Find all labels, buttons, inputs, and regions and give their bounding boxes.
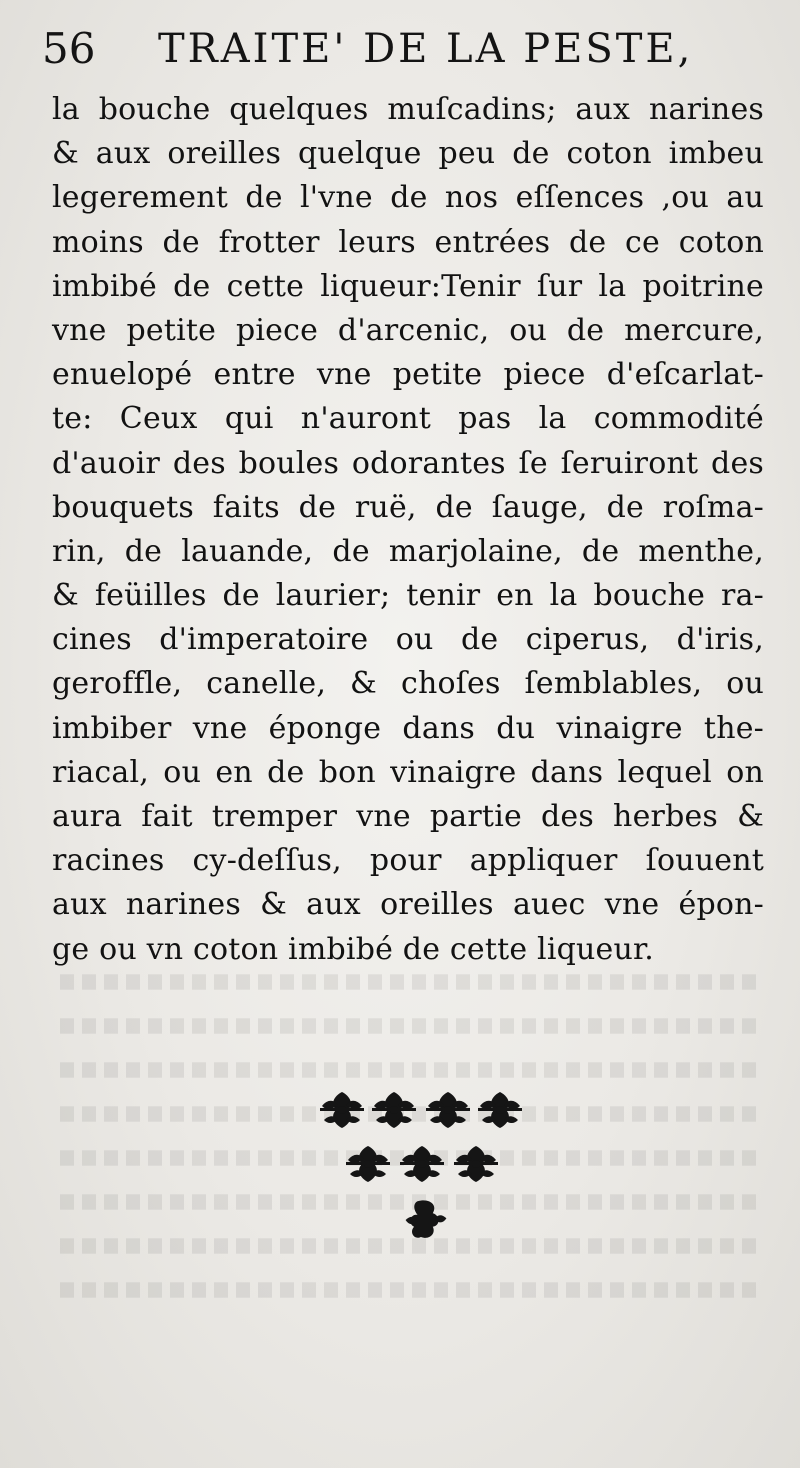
page-number: 56	[42, 24, 96, 73]
text-line: riacal, ou en de bon vinaigre dans lequel on	[52, 754, 764, 790]
text-line: geroffle, canelle, & choſes ſemblables, ou	[52, 666, 764, 702]
text-line: moins de frotter leurs entrées de ce coton	[52, 224, 764, 260]
text-line: imbiber vne éponge dans du vinaigre the-	[52, 710, 764, 746]
fleuron-ornament-icon	[316, 1080, 528, 1250]
text-line: & feüilles de laurier; tenir en la bouche ra-	[52, 578, 764, 614]
text-line: cines d'imperatoire ou de ciperus, d'iris,	[52, 622, 764, 658]
text-line: aux narines & aux oreilles auec vne épon-	[52, 887, 764, 923]
text-line: bouquets faits de ruë, de ſauge, de roſma-	[52, 489, 764, 525]
text-line: legerement de l'vne de nos eſſences ,ou au	[52, 180, 764, 216]
text-line: & aux oreilles quelque peu de coton imbeu	[52, 136, 764, 172]
text-line: d'auoir des boules odorantes ſe ſeruiront des	[52, 445, 764, 481]
text-line: vne petite piece d'arcenic, ou de mercure,	[52, 312, 764, 348]
running-title: TRAITE' DE LA PESTE,	[158, 26, 694, 72]
text-line: enuelopé entre vne petite piece d'eſcarlat-	[52, 357, 764, 393]
text-line: te: Ceux qui n'auront pas la commodité	[52, 401, 764, 437]
text-line: rin, de lauande, de marjolaine, de menthe,	[52, 533, 764, 569]
text-line: la bouche quelques muſcadins; aux narines	[52, 92, 764, 127]
text-line: imbibé de cette liqueur:Tenir ſur la poitrine	[52, 268, 764, 304]
body-text	[52, 88, 764, 972]
text-line: racines cy-deſſus, pour appliquer ſouuent	[52, 843, 764, 879]
text-line: ge ou vn coton imbibé de cette liqueur.	[52, 931, 655, 967]
text-line: aura fait tremper vne partie des herbes &	[52, 799, 764, 834]
page-header	[40, 20, 760, 80]
